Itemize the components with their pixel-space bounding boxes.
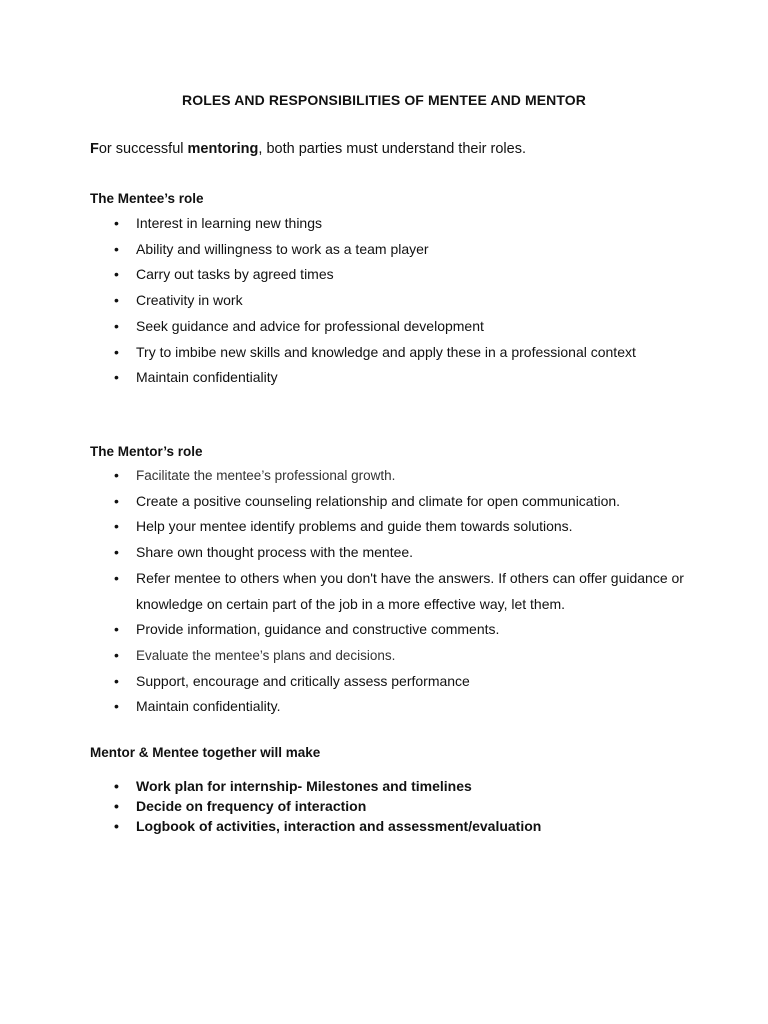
- bullet-icon: •: [114, 646, 119, 663]
- list-item: • Refer mentee to others when you don't have the answers. If others can offer guidance or knowledge on certain part of the job in a more effective way, let them.: [0, 566, 768, 617]
- list-item: • Seek guidance and advice for professional development: [0, 314, 768, 340]
- list-item: • Try to imbibe new skills and knowledge and apply these in a professional context: [0, 340, 768, 366]
- list-item: • Maintain confidentiality.: [0, 694, 768, 720]
- bullet-icon: •: [114, 369, 119, 386]
- list-item: • Create a positive counseling relationship and climate for open communication.: [0, 489, 768, 515]
- bullet-icon: •: [114, 798, 119, 814]
- intro-text-part2: , both parties must understand their roles.: [258, 141, 526, 157]
- list-item: • Help your mentee identify problems and guide them towards solutions.: [0, 514, 768, 540]
- list-item: • Interest in learning new things: [0, 211, 768, 237]
- list-item: • Ability and willingness to work as a team player: [0, 237, 768, 263]
- bullet-icon: •: [114, 292, 119, 309]
- list-item: • Decide on frequency of interaction: [114, 798, 367, 814]
- list-item: • Share own thought process with the mentee.: [0, 540, 768, 566]
- list-item: • Evaluate the mentee’s plans and decisions.: [0, 643, 768, 669]
- bullet-icon: •: [114, 778, 119, 794]
- together-heading: Mentor & Mentee together will make: [90, 745, 321, 760]
- intro-emphasis: mentoring: [187, 141, 259, 157]
- mentee-list: [0, 211, 768, 391]
- bullet-icon: •: [114, 317, 119, 334]
- bullet-icon: •: [114, 240, 119, 257]
- bullet-icon: •: [114, 518, 119, 535]
- bullet-icon: •: [114, 621, 119, 638]
- bullet-icon: •: [114, 215, 119, 231]
- document-title: ROLES AND RESPONSIBILITIES OF MENTEE AND MENTOR: [182, 92, 586, 108]
- list-item: • Support, encourage and critically assess performance: [0, 669, 768, 695]
- list-item: • Logbook of activities, interaction and assessment/evaluation: [114, 818, 542, 834]
- mentor-heading: The Mentor’s role: [90, 444, 203, 459]
- bullet-icon: •: [114, 698, 119, 715]
- bullet-icon: •: [114, 343, 119, 360]
- list-item: • Maintain confidentiality: [0, 365, 768, 391]
- intro-first-letter: F: [90, 141, 99, 157]
- bullet-icon: •: [114, 818, 119, 834]
- bullet-icon: •: [114, 672, 119, 689]
- intro-text-part1: or successful: [98, 141, 188, 157]
- list-item: • Facilitate the mentee’s professional growth.: [0, 463, 768, 489]
- intro-paragraph: [90, 141, 526, 157]
- bullet-icon: •: [114, 544, 119, 561]
- list-item: • Work plan for internship- Milestones and timelines: [114, 778, 472, 794]
- list-item: • Carry out tasks by agreed times: [0, 262, 768, 288]
- mentor-list: [0, 463, 768, 720]
- bullet-icon: •: [114, 467, 119, 483]
- mentee-heading: The Mentee’s role: [90, 191, 204, 206]
- bullet-icon: •: [114, 492, 119, 509]
- bullet-icon: •: [114, 266, 119, 283]
- bullet-icon: •: [114, 569, 119, 586]
- together-list: [0, 776, 768, 836]
- list-item: • Provide information, guidance and constructive comments.: [0, 617, 768, 643]
- list-item: • Creativity in work: [0, 288, 768, 314]
